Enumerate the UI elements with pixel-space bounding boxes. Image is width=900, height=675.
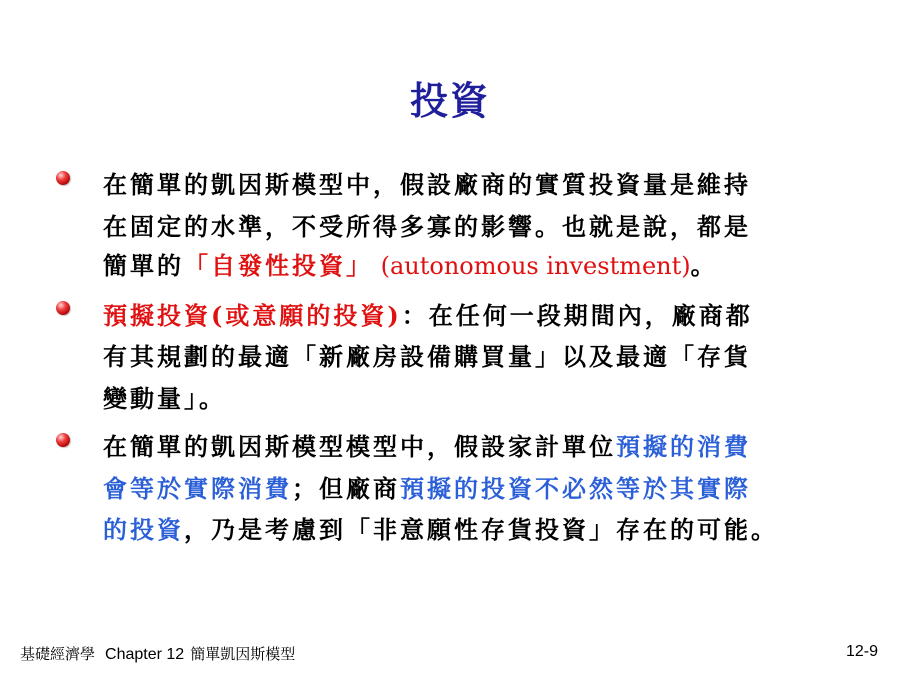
bullet-line [103, 432, 751, 462]
bullet-icon [56, 171, 70, 185]
bullet-icon [56, 301, 70, 315]
text-span: 在簡單的凱因斯模型中，假設廠商的實質投資量是維持 [103, 170, 751, 199]
highlight-term-english: (autonomous investment) [373, 252, 691, 280]
bullet-line [103, 515, 778, 545]
text-span: 有其規劃的最適「新廠房設備購買量」以及最適「存貨 [103, 342, 751, 371]
footer-course: 基礎經濟學 [20, 646, 96, 663]
text-span: 簡單的 [103, 251, 184, 280]
highlight-term: 的投資 [103, 515, 184, 544]
bullet-line [103, 301, 753, 331]
bullet-line [103, 384, 226, 414]
footer-chapter-title: 簡單凱因斯模型 [190, 646, 296, 663]
bullet-line [103, 474, 751, 504]
bullet-line [103, 212, 751, 242]
text-span: 。 [690, 251, 718, 280]
highlight-term: 預擬投資(或意願的投資) [103, 301, 402, 330]
bullet-line [103, 342, 751, 372]
bullet-line [103, 170, 751, 200]
text-span: 在簡單的凱因斯模型模型中，假設家計單位 [103, 432, 616, 461]
page-number: 12-9 [845, 643, 878, 660]
text-span: 變動量」。 [103, 384, 226, 413]
slide-title: 投資 [409, 78, 490, 123]
footer-course-info [20, 643, 295, 664]
text-span: ：在任何一段期間內，廠商都 [401, 301, 753, 330]
highlight-term: 預擬的投資不必然等於其實際 [400, 474, 751, 503]
highlight-term: 「自發性投資」 [184, 251, 373, 280]
text-span: ，乃是考慮到「非意願性存貨投資」存在的可能。 [184, 515, 778, 544]
bullet-line [103, 251, 718, 281]
highlight-term: 預擬的消費 [616, 432, 751, 461]
text-span: ；但廠商 [292, 474, 400, 503]
footer-chapter: Chapter 12 [105, 646, 185, 663]
bullet-icon [56, 433, 70, 447]
highlight-term: 會等於實際消費 [103, 474, 292, 503]
text-span: 在固定的水準，不受所得多寡的影響。也就是說，都是 [103, 212, 751, 241]
